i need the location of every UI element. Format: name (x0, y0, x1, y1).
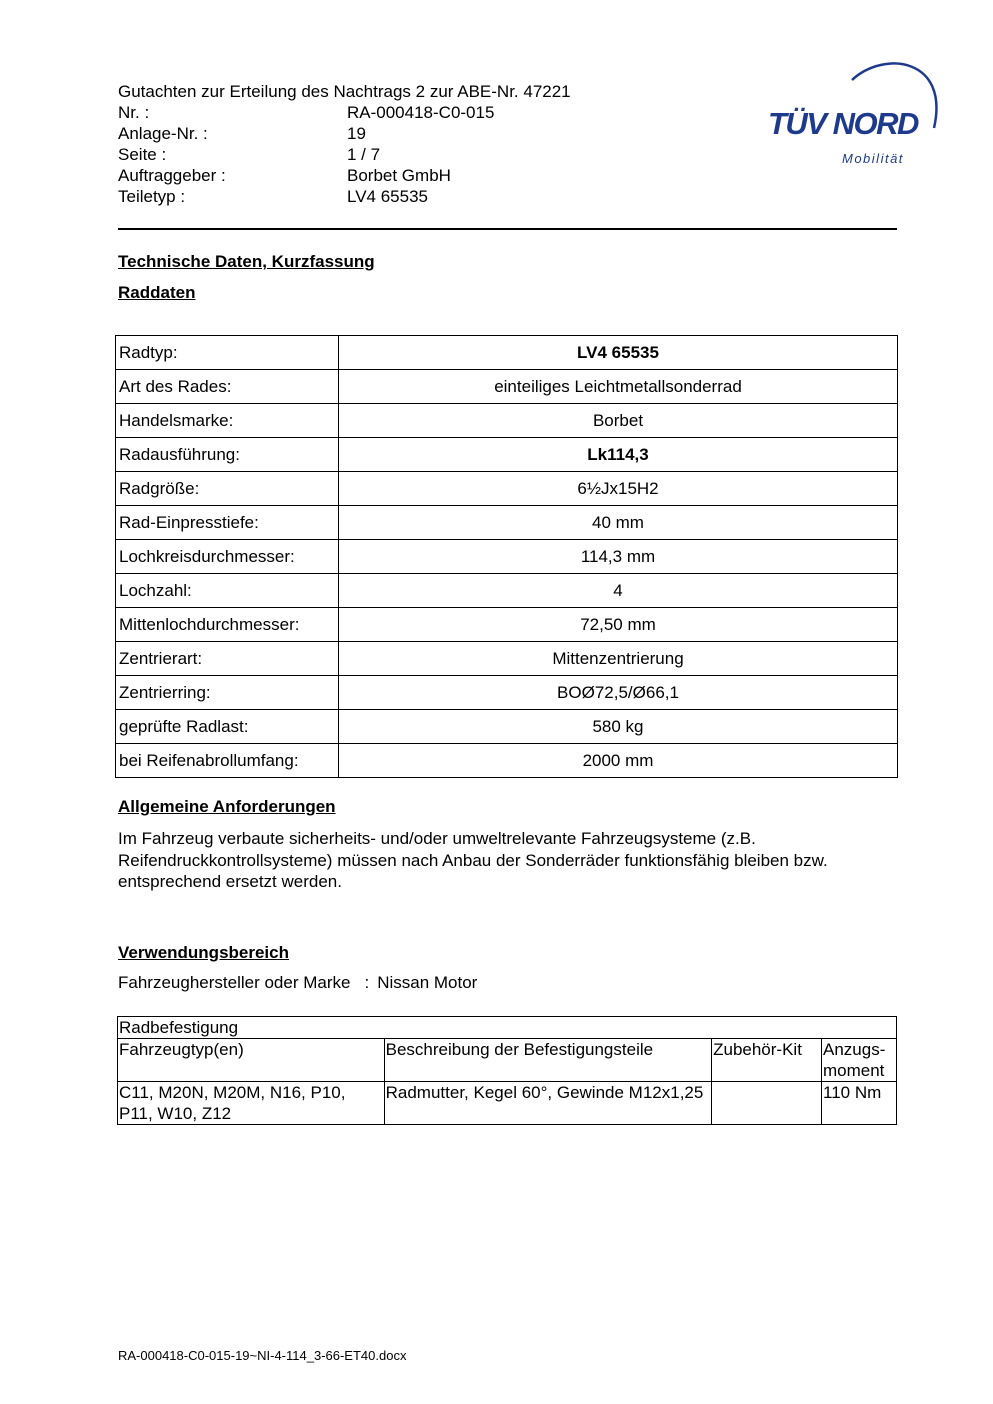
row-key: Art des Rades: (116, 370, 339, 404)
cell-desc: Radmutter, Kegel 60°, Gewinde M12x1,25 (384, 1082, 711, 1125)
header-value: 1 / 7 (347, 145, 381, 164)
table-row (116, 336, 898, 370)
usage-value: Nissan Motor (377, 973, 478, 992)
row-key: bei Reifenabrollumfang: (116, 744, 339, 778)
header-kit: Zubehör-Kit (712, 1039, 822, 1082)
row-value: einteiliges Leichtmetallsonderrad (339, 370, 898, 404)
table-row (116, 642, 898, 676)
header-key: Teiletyp : (118, 187, 186, 206)
logo-wordmark: TÜV NORD (768, 106, 918, 141)
row-key: Zentrierart: (116, 642, 339, 676)
row-key: Radausführung: (116, 438, 339, 472)
row-value: 6½Jx15H2 (339, 472, 898, 506)
row-key: Radtyp: (116, 336, 339, 370)
header-row-seite (118, 144, 494, 165)
header-key: Nr. : (118, 103, 150, 122)
header-row-anlage (118, 123, 494, 144)
table-row (116, 540, 898, 574)
row-value: 114,3 mm (339, 540, 898, 574)
header-torque: Anzugs-moment (822, 1039, 897, 1082)
table-row (116, 574, 898, 608)
row-value: 72,50 mm (339, 608, 898, 642)
table-row (116, 506, 898, 540)
table-row (116, 744, 898, 778)
table-header-row (118, 1039, 897, 1082)
raddaten-table (115, 335, 898, 778)
row-key: Rad-Einpresstiefe: (116, 506, 339, 540)
tuev-nord-logo (764, 58, 942, 173)
table-row (116, 472, 898, 506)
row-value: 580 kg (339, 710, 898, 744)
usage-line (118, 973, 477, 993)
header-key: Seite : (118, 145, 167, 164)
row-value: Borbet (339, 404, 898, 438)
row-key: Lochzahl: (116, 574, 339, 608)
header-key: Anlage-Nr. : (118, 124, 208, 143)
table-row (116, 404, 898, 438)
footer-filename: RA-000418-C0-015-19~NI-4-114_3-66-ET40.docx (118, 1348, 407, 1363)
header-value: Borbet GmbH (347, 166, 451, 185)
row-key: Mittenlochdurchmesser: (116, 608, 339, 642)
table-row (116, 676, 898, 710)
befestigung-table (117, 1016, 897, 1125)
cell-torque: 110 Nm (822, 1082, 897, 1125)
header-value: 19 (347, 124, 366, 143)
row-key: Handelsmarke: (116, 404, 339, 438)
table-row (118, 1082, 897, 1125)
table-row (116, 438, 898, 472)
row-value: 40 mm (339, 506, 898, 540)
header-row-auftraggeber (118, 165, 494, 186)
row-key: Lochkreisdurchmesser: (116, 540, 339, 574)
row-value: 2000 mm (339, 744, 898, 778)
table-title-row (118, 1017, 897, 1039)
header-types: Fahrzeugtyp(en) (118, 1039, 385, 1082)
section-title-raddaten: Raddaten (118, 283, 196, 302)
table-row (116, 608, 898, 642)
allgemeine-paragraph: Im Fahrzeug verbaute sicherheits- und/oder umweltrelevante Fahrzeugsysteme (z.B. Reifendruckkontrollsysteme) müssen nach Anbau der Sonderräder funktionsfähig bleiben bzw. entsprechend ersetzt werden. (118, 829, 828, 891)
usage-label: Fahrzeughersteller oder Marke (118, 973, 351, 992)
header-value: LV4 65535 (347, 187, 428, 206)
row-value: Mittenzentrierung (339, 642, 898, 676)
logo-subtitle: Mobilität (842, 151, 904, 166)
row-value: BOØ72,5/Ø66,1 (339, 676, 898, 710)
section-title-technische-daten: Technische Daten, Kurzfassung (118, 252, 375, 271)
table-row (116, 370, 898, 404)
header-info (118, 102, 494, 207)
cell-kit (712, 1082, 822, 1125)
row-value: Lk114,3 (339, 438, 898, 472)
section-title-allgemeine: Allgemeine Anforderungen (118, 797, 336, 816)
row-key: Radgröße: (116, 472, 339, 506)
table-row (116, 710, 898, 744)
table-title: Radbefestigung (118, 1017, 897, 1039)
header-value: RA-000418-C0-015 (347, 103, 495, 122)
header-desc: Beschreibung der Befestigungsteile (384, 1039, 711, 1082)
cell-types: C11, M20N, M20M, N16, P10, P11, W10, Z12 (118, 1082, 385, 1125)
document-title: Gutachten zur Erteilung des Nachtrags 2 zur ABE-Nr. 47221 (118, 82, 571, 101)
header-key: Auftraggeber : (118, 166, 226, 185)
row-value: LV4 65535 (339, 336, 898, 370)
row-value: 4 (339, 574, 898, 608)
section-title-verwendung: Verwendungsbereich (118, 943, 289, 962)
header-divider (118, 228, 897, 230)
usage-separator: : (364, 973, 370, 992)
header-row-nr (118, 102, 494, 123)
row-key: Zentrierring: (116, 676, 339, 710)
row-key: geprüfte Radlast: (116, 710, 339, 744)
header-row-teiletyp (118, 186, 494, 207)
